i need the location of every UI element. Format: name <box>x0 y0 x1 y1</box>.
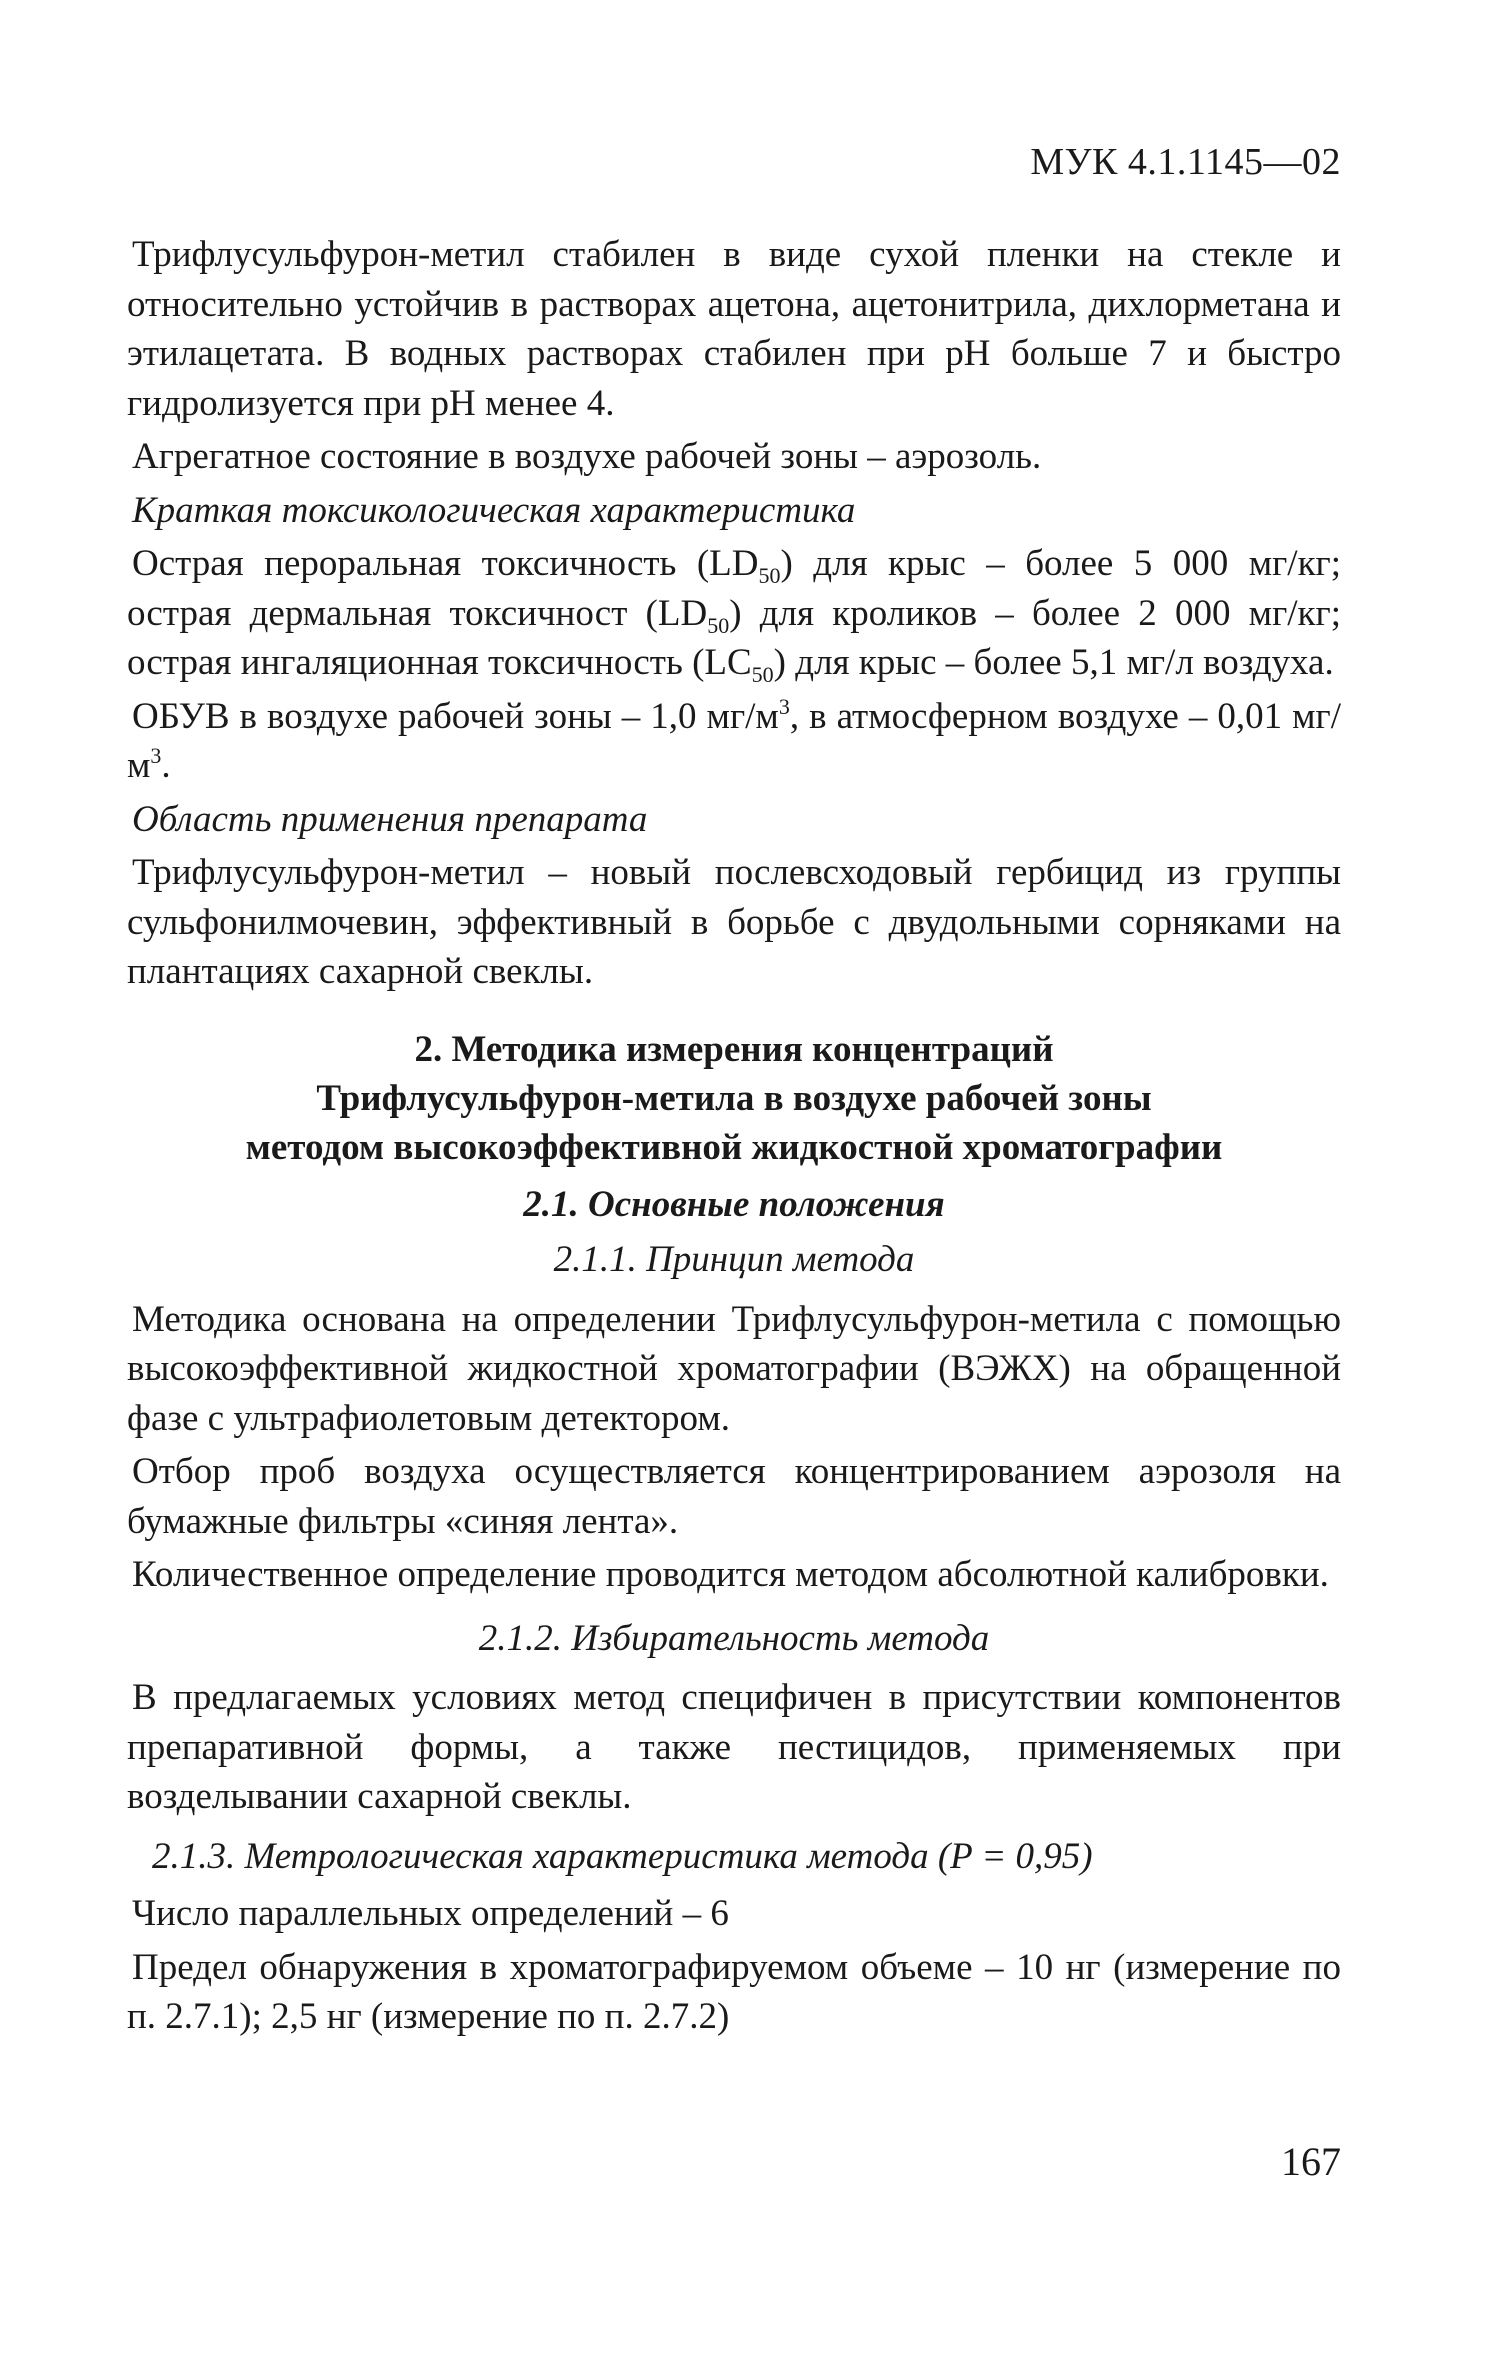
document-code-header: МУК 4.1.1145—02 <box>1030 141 1341 183</box>
method-principle-paragraph: Методика основана на определении Трифлусульфурон-метила с помощью высокоэффективной жидкостной хроматографии (ВЭЖХ) на обращенной фазе с ультрафиолетовым детектором. <box>127 1298 1341 1439</box>
application-area-subtitle: Область применения препарата <box>132 798 648 840</box>
section-2-1-2-title: 2.1.2. Избирательность метода <box>478 1617 990 1659</box>
aggregate-state-paragraph: Агрегатное состояние в воздухе рабочей зоны – аэрозоль. <box>132 436 1042 477</box>
ld50-subscript: 50 <box>758 563 781 588</box>
obuv-text-a: ОБУВ в воздухе рабочей зоны – 1,0 мг/м <box>132 695 779 737</box>
toxicity-paragraph <box>127 539 1341 688</box>
obuv-text-b: , в атмосферном воздухе – 0,01 мг/м <box>127 695 1341 786</box>
section-2-heading-line-2: Трифлусульфурон-метила в воздухе рабочей зоны <box>316 1077 1152 1119</box>
stability-paragraph: Трифлусульфурон-метил стабилен в виде сухой пленки на стекле и относительно устойчив в растворах ацетона, ацетонитрила, дихлорметана и этилацетата. В водных растворах стабилен при pH больше 7 и быстро гидролизуется при pH менее 4. <box>127 234 1341 424</box>
section-2-1-title: 2.1. Основные положения <box>523 1183 945 1225</box>
section-2-heading-line-3: методом высокоэффективной жидкостной хроматографии <box>245 1126 1223 1168</box>
toxicity-text-d: ) для крыс – более 5,1 мг/л воздуха. <box>773 642 1334 683</box>
lc50-subscript: 50 <box>751 662 774 687</box>
cubic-superscript: 3 <box>778 693 790 719</box>
toxicology-subtitle: Краткая токсикологическая характеристика <box>132 489 856 531</box>
selectivity-paragraph: В предлагаемых условиях метод специфичен в присутствии компонентов препаративной формы, а также пестицидов, применяемых при возделывании сахарной свеклы. <box>127 1677 1341 1817</box>
section-2-heading-line-1: 2. Методика измерения концентраций <box>414 1028 1054 1070</box>
obuv-text-c: . <box>161 745 171 786</box>
sampling-paragraph: Отбор проб воздуха осуществляется концентрированием аэрозоля на бумажные фильтры «синяя лента». <box>127 1451 1341 1542</box>
obuv-paragraph <box>127 692 1341 791</box>
section-2-1-1-title: 2.1.1. Принцип метода <box>553 1239 915 1280</box>
toxicity-text-c: ) для кроликов – более 2 000 мг/кг; острая ингаляционная токсичность (LC <box>127 592 1341 683</box>
application-paragraph: Трифлусульфурон-метил – новый послевсходовый гербицид из группы сульфонилмочевин, эффективный в борьбе с двудольными сорняками на плантациях сахарной свеклы. <box>127 852 1341 992</box>
ld50-subscript: 50 <box>707 612 730 638</box>
parallel-count-paragraph: Число параллельных определений – 6 <box>132 1893 729 1934</box>
cubic-superscript: 3 <box>150 743 162 768</box>
document-body <box>127 230 1341 2046</box>
page-number: 167 <box>1281 2139 1341 2184</box>
section-2-1-3-title: 2.1.3. Метрологическая характеристика метода (P = 0,95) <box>152 1835 1093 1877</box>
quantification-paragraph: Количественное определение проводится методом абсолютной калибровки. <box>132 1554 1329 1595</box>
toxicity-text-b: ) для крыс – более 5 000 мг/кг; острая дермальная токсичност (LD <box>127 543 1341 634</box>
toxicity-text-a: Острая пероральная токсичность (LD <box>132 543 759 584</box>
section-2-heading <box>127 1025 1341 1172</box>
detection-limit-paragraph: Предел обнаружения в хроматографируемом объеме – 10 нг (измерение по п. 2.7.1); 2,5 нг (измерение по п. 2.7.2) <box>127 1946 1341 2037</box>
